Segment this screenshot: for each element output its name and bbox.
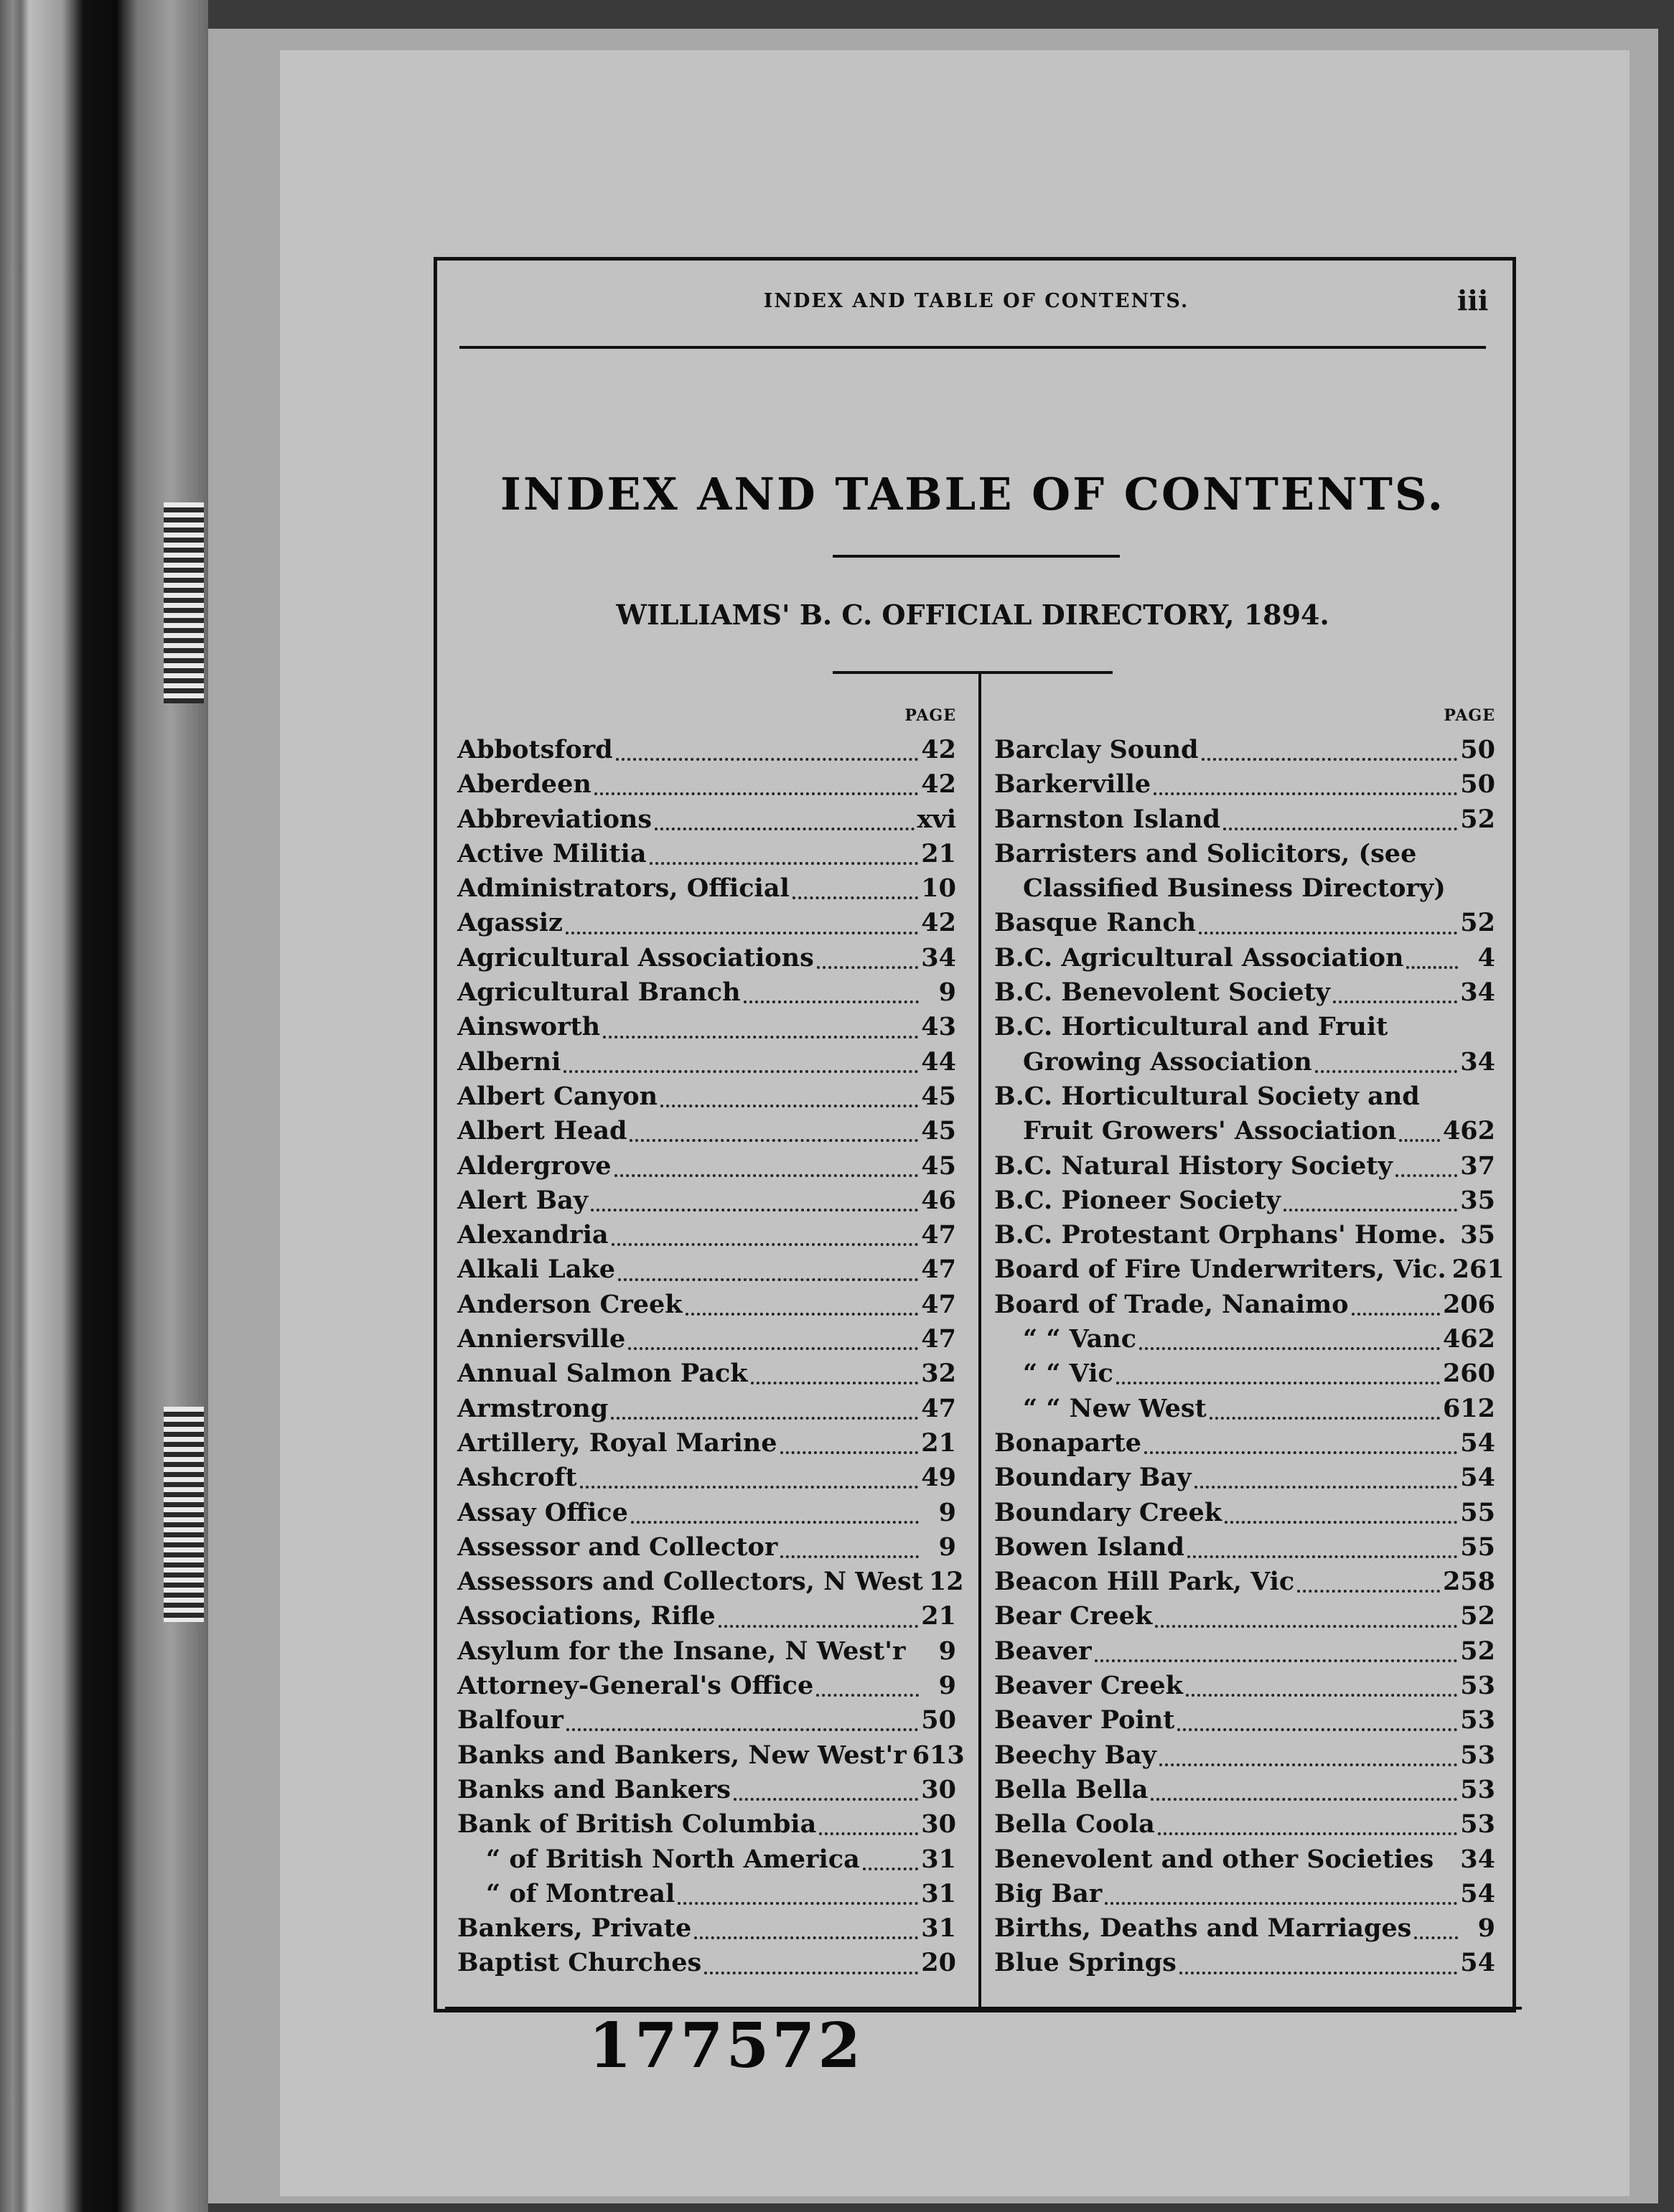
leader-dots (863, 1867, 919, 1870)
leader-dots (1158, 1832, 1457, 1835)
leader-dots (650, 862, 919, 865)
entry-label: Assessors and Collectors, N West (457, 1567, 923, 1597)
entry-page: 52 (1460, 1601, 1495, 1631)
entry-label: Administrators, Official (457, 873, 790, 904)
index-entry (994, 1740, 1495, 1775)
entry-label: Annual Salmon Pack (457, 1359, 748, 1389)
entry-page: 34 (1460, 978, 1495, 1008)
leader-dots (612, 1243, 919, 1246)
leader-dots (1105, 1902, 1457, 1905)
entry-label: Bonaparte (994, 1428, 1142, 1458)
index-entry (994, 1845, 1495, 1879)
entry-page: 30 (921, 1809, 956, 1840)
leader-dots (630, 1139, 918, 1142)
entry-label: Ashcroft (457, 1463, 577, 1493)
page-subtitle: WILLIAMS' B. C. OFFICIAL DIRECTORY, 1894. (616, 599, 1329, 631)
leader-dots (1154, 792, 1457, 795)
entry-page: 52 (1460, 1636, 1495, 1666)
entry-page: 47 (921, 1220, 956, 1250)
index-entry (457, 1324, 956, 1359)
index-entry (457, 1220, 956, 1255)
entry-page: 21 (921, 838, 956, 868)
entry-page: 45 (921, 1116, 956, 1146)
index-entry (457, 1116, 956, 1150)
leader-dots (1177, 1728, 1457, 1731)
index-entry (457, 1463, 956, 1497)
index-entry (457, 1186, 956, 1220)
entry-page: 45 (921, 1081, 956, 1111)
leader-dots (1406, 966, 1458, 969)
entry-label: Assay Office (457, 1497, 628, 1527)
entry-page: 44 (921, 1046, 956, 1077)
entry-label: Albert Head (457, 1116, 627, 1146)
leader-dots (792, 896, 918, 899)
entry-label: Classified Business Directory) (1023, 873, 1446, 904)
leader-dots (780, 1555, 919, 1558)
entry-label: Agricultural Associations (457, 942, 814, 973)
index-entry (994, 1567, 1495, 1601)
index-entry (457, 1775, 956, 1809)
entry-page: 612 (1442, 1393, 1495, 1423)
leader-dots (1139, 1347, 1440, 1350)
index-entry (457, 1845, 956, 1879)
entry-page: 21 (921, 1601, 956, 1631)
entry-page: 31 (921, 1844, 956, 1874)
entry-label: Baptist Churches (457, 1948, 702, 1978)
binding-thread (164, 502, 204, 703)
entry-label: Board of Fire Underwriters, Vic. (994, 1255, 1446, 1285)
leader-dots (1186, 1694, 1457, 1697)
leader-dots (1333, 1000, 1457, 1003)
leader-dots (1315, 1070, 1458, 1073)
leader-dots (1202, 758, 1458, 761)
index-entry (994, 1047, 1495, 1082)
entry-page: 43 (921, 1012, 956, 1042)
leader-dots (678, 1902, 918, 1905)
entry-page: 54 (1460, 1948, 1495, 1978)
entry-page: 34 (1460, 1844, 1495, 1874)
entry-page: 4 (1477, 942, 1495, 973)
entry-page: 9 (938, 1671, 956, 1701)
index-entry (457, 873, 956, 908)
index-entry (457, 978, 956, 1012)
entry-label: Abbreviations (457, 804, 653, 834)
entry-label: Anniersville (457, 1324, 626, 1354)
entry-label: B.C. Protestant Orphans' Home. (994, 1220, 1446, 1250)
index-entry (994, 1255, 1505, 1289)
index-entry (994, 1394, 1495, 1428)
index-entry (457, 908, 956, 942)
entry-label: “ “ New West (1023, 1393, 1207, 1423)
entry-label: Boundary Creek (994, 1497, 1222, 1527)
entry-page: 53 (1460, 1740, 1495, 1770)
index-entry (994, 873, 1495, 908)
entry-page: 50 (1460, 735, 1495, 764)
entry-label: Active Militia (457, 838, 647, 868)
leader-dots (1095, 1659, 1458, 1662)
index-column-left (457, 706, 965, 1983)
leader-dots (704, 1972, 918, 1974)
entry-page: 49 (921, 1463, 956, 1493)
leader-dots (1199, 932, 1457, 934)
entry-label: Bank of British Columbia (457, 1809, 817, 1840)
index-entry (457, 1740, 965, 1775)
index-entry (457, 735, 956, 769)
entry-label: Alkali Lake (457, 1255, 615, 1285)
entry-label: B.C. Benevolent Society (994, 978, 1330, 1008)
index-entry (994, 1290, 1495, 1324)
index-entry (457, 839, 956, 873)
leader-dots (628, 1347, 918, 1350)
leader-dots (1297, 1590, 1440, 1593)
entry-label: Asylum for the Insane, N West'r (457, 1636, 906, 1666)
entry-label: Abbotsford (457, 735, 613, 764)
leader-dots (694, 1936, 918, 1939)
index-entry (994, 1116, 1495, 1150)
entry-label: B.C. Pioneer Society (994, 1185, 1281, 1215)
entry-page: 54 (1460, 1463, 1495, 1493)
entry-label: Agricultural Branch (457, 978, 741, 1008)
leader-dots (655, 828, 914, 830)
page-column-label: PAGE (904, 706, 956, 725)
index-entry (994, 1359, 1495, 1393)
index-entry (457, 1290, 956, 1324)
entry-page: 45 (921, 1150, 956, 1181)
index-column-right (994, 706, 1505, 1983)
index-entry (994, 943, 1495, 978)
index-entry (457, 1082, 956, 1116)
index-entry (994, 1601, 1495, 1636)
index-entry (994, 1151, 1495, 1186)
index-entry (457, 805, 956, 839)
leader-dots (744, 1000, 919, 1003)
entry-page: 50 (921, 1705, 956, 1735)
index-entry (457, 1671, 956, 1705)
entry-page: 462 (1442, 1324, 1495, 1354)
entry-page: 34 (921, 942, 956, 973)
entry-label: Barristers and Solicitors, (see (994, 838, 1417, 868)
entry-label: Beaver (994, 1636, 1092, 1666)
entry-label: B.C. Agricultural Association (994, 942, 1404, 973)
entry-label: Benevolent and other Societies (994, 1844, 1434, 1874)
entry-label: B.C. Horticultural and Fruit (994, 1012, 1388, 1042)
leader-dots (719, 1625, 919, 1628)
leader-dots (1155, 1625, 1457, 1628)
index-entry (994, 1012, 1495, 1046)
entry-label: Bella Bella (994, 1774, 1149, 1804)
binding-strip (0, 0, 208, 2212)
binding-thread (164, 1407, 204, 1622)
entry-page: 47 (921, 1393, 956, 1423)
entry-label: “ “ Vanc (1023, 1324, 1137, 1354)
leader-dots (631, 1521, 919, 1524)
index-entry (457, 1151, 956, 1186)
entry-label: Anderson Creek (457, 1289, 683, 1319)
index-entry (457, 1879, 956, 1913)
entry-page: 260 (1442, 1359, 1495, 1389)
entry-page: 21 (921, 1428, 956, 1458)
entry-page: 20 (921, 1948, 956, 1978)
leader-dots (1144, 1451, 1457, 1454)
leader-dots (594, 792, 918, 795)
leader-dots (618, 1278, 918, 1281)
entry-label: Births, Deaths and Marriages (994, 1913, 1412, 1944)
entry-page: xvi (917, 804, 956, 834)
index-entry (457, 1913, 956, 1948)
index-entry (994, 1324, 1495, 1359)
entry-label: Alberni (457, 1046, 561, 1077)
leader-dots (751, 1382, 919, 1384)
index-entry (994, 1636, 1495, 1671)
entry-label: Artillery, Royal Marine (457, 1428, 777, 1458)
entry-page: 37 (1460, 1150, 1495, 1181)
index-entry (457, 1532, 956, 1567)
entry-page: 32 (921, 1359, 956, 1389)
entry-label: Barkerville (994, 769, 1151, 800)
leader-dots (817, 966, 918, 969)
entry-page: 31 (921, 1913, 956, 1944)
subtitle-rule (833, 671, 1113, 674)
leader-dots (614, 1174, 919, 1177)
index-entry (994, 908, 1495, 942)
entry-page: 47 (921, 1255, 956, 1285)
index-entry (457, 1809, 956, 1844)
entry-page: 206 (1442, 1289, 1495, 1319)
entry-page: 35 (1460, 1185, 1495, 1215)
index-entry (457, 1394, 956, 1428)
leader-dots (1283, 1209, 1457, 1212)
index-entry (994, 1082, 1495, 1116)
index-entry (994, 1879, 1495, 1913)
entry-label: Beaver Creek (994, 1671, 1183, 1701)
entry-label: Barclay Sound (994, 735, 1199, 764)
index-entry (994, 1532, 1495, 1567)
index-entry (994, 1186, 1495, 1220)
entry-page: 31 (921, 1878, 956, 1908)
entry-page: 9 (1477, 1913, 1495, 1944)
leader-dots (1352, 1313, 1440, 1316)
index-entry (457, 1012, 956, 1046)
entry-page: 46 (921, 1185, 956, 1215)
leader-dots (1414, 1936, 1458, 1939)
entry-page: 53 (1460, 1705, 1495, 1735)
entry-page: 55 (1460, 1497, 1495, 1527)
entry-label: Assessor and Collector (457, 1532, 778, 1562)
entry-label: Board of Trade, Nanaimo (994, 1289, 1349, 1319)
entry-page: 42 (921, 908, 956, 938)
entry-page: 34 (1460, 1046, 1495, 1077)
page-title: INDEX AND TABLE OF CONTENTS. (500, 468, 1446, 520)
entry-label: Growing Association (1023, 1046, 1312, 1077)
entry-page: 53 (1460, 1671, 1495, 1701)
leader-dots (1151, 1798, 1457, 1801)
index-entry (457, 1601, 956, 1636)
entry-page: 42 (921, 769, 956, 800)
leader-dots (1223, 828, 1457, 830)
entry-page: 9 (938, 1532, 956, 1562)
entry-page: 12 (928, 1567, 964, 1597)
leader-dots (564, 1070, 918, 1073)
leader-dots (591, 1209, 918, 1212)
index-entry (994, 1671, 1495, 1705)
entry-page: 261 (1451, 1255, 1505, 1285)
entry-label: Armstrong (457, 1393, 609, 1423)
entry-label: Aberdeen (457, 769, 591, 800)
column-divider (978, 673, 981, 2008)
entry-label: Balfour (457, 1705, 564, 1735)
index-entry (457, 1567, 964, 1601)
entry-label: Albert Canyon (457, 1081, 658, 1111)
leader-dots (1179, 1972, 1457, 1974)
entry-page: 9 (938, 1636, 956, 1666)
leader-dots (566, 932, 918, 934)
entry-page: 53 (1460, 1774, 1495, 1804)
entry-label: Alert Bay (457, 1185, 589, 1215)
entry-page: 55 (1460, 1532, 1495, 1562)
leader-dots (1187, 1555, 1457, 1558)
entry-label: Banks and Bankers (457, 1774, 731, 1804)
leader-dots (1225, 1521, 1457, 1524)
index-entry (994, 805, 1495, 839)
index-list-right (994, 735, 1505, 1983)
page-number: iii (1457, 284, 1489, 317)
index-entry (457, 1255, 956, 1289)
entry-label: Associations, Rifle (457, 1601, 716, 1631)
index-entry (994, 1428, 1495, 1463)
leader-dots (1395, 1174, 1457, 1177)
entry-label: Boundary Bay (994, 1463, 1192, 1493)
entry-label: Beaver Point (994, 1705, 1175, 1735)
entry-label: B.C. Horticultural Society and (994, 1081, 1420, 1111)
running-head: INDEX AND TABLE OF CONTENTS. (763, 290, 1189, 312)
index-entry (994, 839, 1495, 873)
index-entry (457, 1498, 956, 1532)
leader-dots (780, 1451, 919, 1454)
index-entry (457, 769, 956, 804)
leader-dots (1399, 1139, 1440, 1142)
leader-dots (611, 1417, 918, 1420)
leader-dots (660, 1105, 918, 1107)
entry-label: Beechy Bay (994, 1740, 1156, 1770)
index-entry (457, 1705, 956, 1740)
index-entry (457, 1636, 956, 1671)
entry-page: 613 (912, 1740, 965, 1770)
leader-dots (1194, 1486, 1458, 1489)
index-entry (994, 1463, 1495, 1497)
entry-page: 42 (921, 735, 956, 764)
index-entry (994, 1705, 1495, 1740)
index-entry (994, 1809, 1495, 1844)
entry-page: 54 (1460, 1878, 1495, 1908)
index-entry (457, 943, 956, 978)
entry-label: “ “ Vic (1023, 1359, 1113, 1389)
entry-label: Bella Coola (994, 1809, 1155, 1840)
entry-label: B.C. Natural History Society (994, 1150, 1393, 1181)
entry-label: Aldergrove (457, 1150, 612, 1181)
leader-dots (816, 1694, 919, 1697)
entry-page: 258 (1442, 1567, 1495, 1597)
entry-label: Bankers, Private (457, 1913, 692, 1944)
entry-page: 53 (1460, 1809, 1495, 1840)
accession-stamp-number: 177572 (589, 2010, 864, 2082)
leader-dots (616, 758, 919, 761)
entry-page: 9 (938, 978, 956, 1008)
index-entry (994, 1498, 1495, 1532)
leader-dots (819, 1832, 918, 1835)
entry-page: 30 (921, 1774, 956, 1804)
entry-label: Fruit Growers' Association (1023, 1116, 1397, 1146)
entry-label: Blue Springs (994, 1948, 1177, 1978)
title-rule (833, 555, 1120, 558)
entry-page: 52 (1460, 804, 1495, 834)
entry-label: Bear Creek (994, 1601, 1153, 1631)
entry-page: 50 (1460, 769, 1495, 800)
entry-page: 462 (1442, 1116, 1495, 1146)
entry-label: Basque Ranch (994, 908, 1197, 938)
entry-label: Attorney-General's Office (457, 1671, 814, 1701)
entry-label: Agassiz (457, 908, 563, 938)
entry-label: Beacon Hill Park, Vic (994, 1567, 1295, 1597)
leader-dots (566, 1728, 918, 1731)
leader-dots (603, 1036, 918, 1039)
entry-label: Banks and Bankers, New West'r (457, 1740, 907, 1770)
leader-dots (686, 1313, 919, 1316)
entry-page: 9 (938, 1497, 956, 1527)
index-entry (994, 978, 1495, 1012)
leader-dots (1159, 1763, 1457, 1766)
index-entry (994, 1220, 1495, 1255)
leader-dots (1116, 1382, 1440, 1384)
entry-label: Barnston Island (994, 804, 1220, 834)
index-entry (457, 1047, 956, 1082)
index-entry (994, 1948, 1495, 1982)
index-entry (994, 1775, 1495, 1809)
page-column-label: PAGE (1444, 706, 1495, 725)
entry-page: 52 (1460, 908, 1495, 938)
index-entry (457, 1359, 956, 1393)
index-entry (994, 769, 1495, 804)
entry-page: 35 (1460, 1220, 1495, 1250)
entry-page: 10 (921, 873, 956, 904)
leader-dots (580, 1486, 919, 1489)
entry-label: “ of British North America (486, 1844, 860, 1874)
leader-dots (734, 1798, 918, 1801)
entry-label: Ainsworth (457, 1012, 601, 1042)
entry-page: 47 (921, 1324, 956, 1354)
leader-dots (1210, 1417, 1440, 1420)
entry-page: 54 (1460, 1428, 1495, 1458)
index-entry (457, 1428, 956, 1463)
index-entry (994, 735, 1495, 769)
entry-label: Big Bar (994, 1878, 1103, 1908)
entry-label: “ of Montreal (486, 1878, 675, 1908)
entry-page: 47 (921, 1289, 956, 1319)
index-entry (457, 1948, 956, 1982)
header-rule (459, 346, 1486, 349)
index-list-left (457, 735, 965, 1983)
index-entry (994, 1913, 1495, 1948)
entry-label: Alexandria (457, 1220, 609, 1250)
entry-label: Bowen Island (994, 1532, 1184, 1562)
